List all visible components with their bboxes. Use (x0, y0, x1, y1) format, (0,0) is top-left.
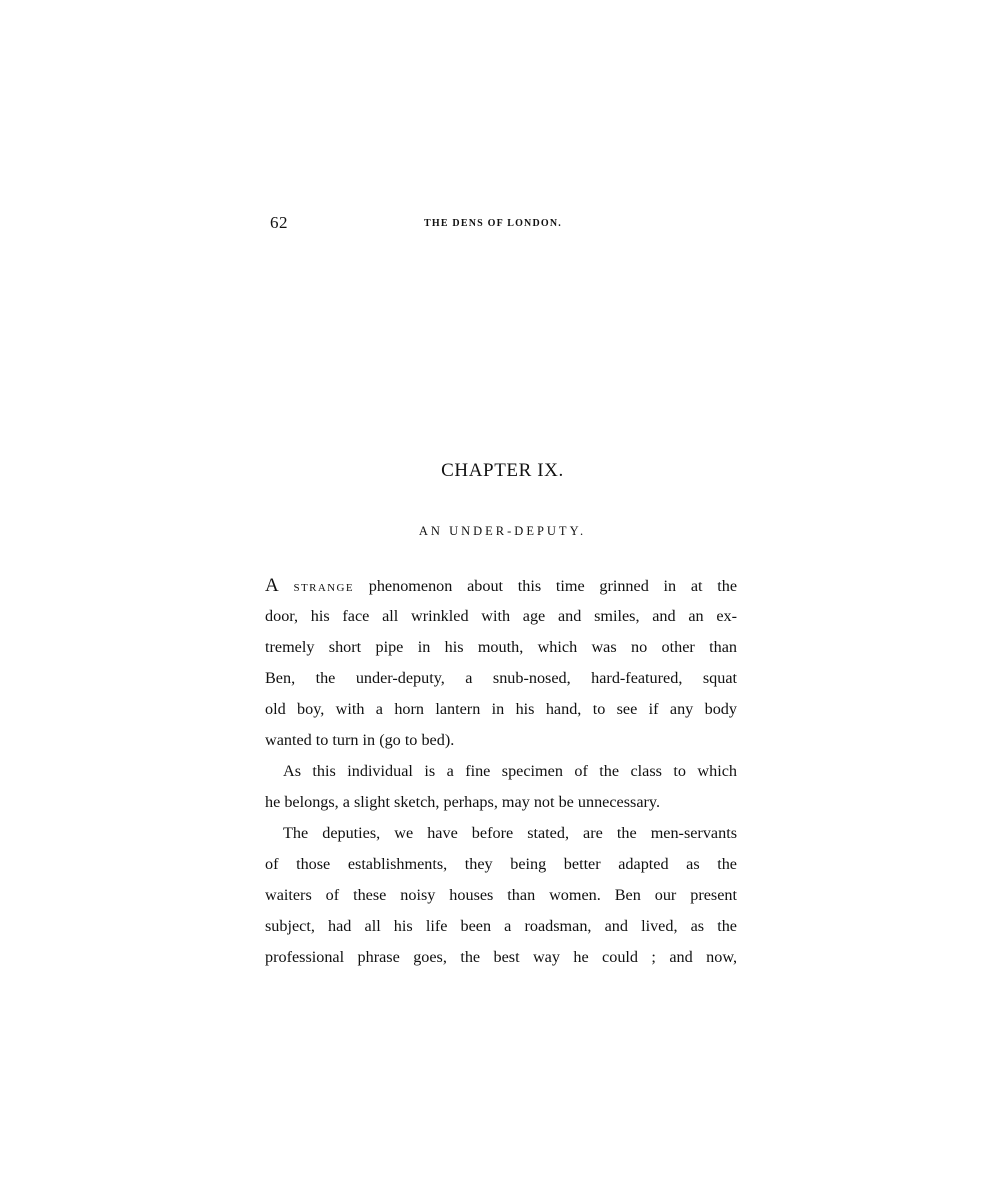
paragraph-3-line: of those establishments, they being better adapted as the (265, 855, 737, 873)
lead-letter: A (265, 575, 279, 596)
paragraph-2-line: As this individual is a fine specimen of the class to which (283, 762, 737, 780)
paragraph-2-line: he belongs, a slight sketch, perhaps, may not be unnecessary. (265, 793, 660, 811)
paragraph-1-line: Ben, the under-deputy, a snub-nosed, hard-featured, squat (265, 669, 737, 687)
chapter-title: CHAPTER IX. (441, 460, 564, 481)
paragraph-1-line: tremely short pipe in his mouth, which was no other than (265, 638, 737, 656)
running-head: THE DENS OF LONDON. (424, 218, 563, 229)
paragraph-3-line: subject, had all his life been a roadsman, and lived, as the (265, 917, 737, 935)
body-text (265, 570, 737, 973)
section-title: AN UNDER-DEPUTY. (418, 524, 587, 538)
paragraph-1-line: old boy, with a horn lantern in his hand, to see if any body (265, 700, 737, 718)
paragraph-3-line: professional phrase goes, the best way he could ; and now, (265, 948, 737, 966)
paragraph-1-line-1-rest: phenomenon about this time grinned in at the (368, 577, 738, 595)
paragraph-1-line: door, his face all wrinkled with age and smiles, and an ex- (265, 607, 737, 625)
paragraph-3-line: The deputies, we have before stated, are the men-servants (283, 824, 737, 842)
paragraph-3-line: waiters of these noisy houses than women. Ben our present (265, 886, 737, 904)
lead-word: STRANGE (293, 582, 354, 594)
paragraph-1-line-1 (265, 570, 737, 601)
paragraph-1-line: wanted to turn in (go to bed). (265, 731, 455, 749)
page-number: 62 (270, 213, 288, 232)
